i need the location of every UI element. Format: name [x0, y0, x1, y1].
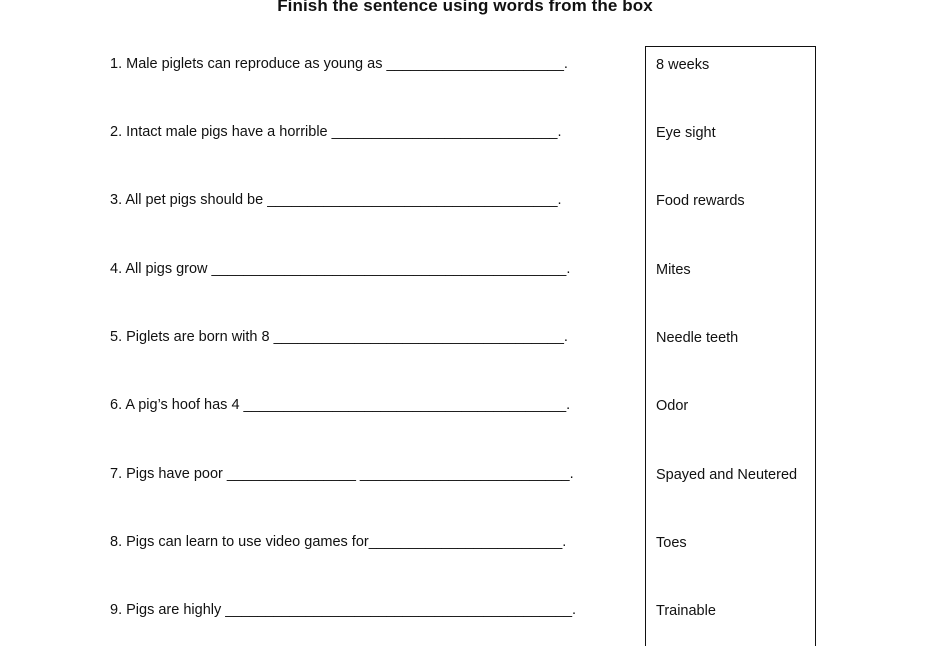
worksheet-title: Finish the sentence using words from the box	[277, 0, 653, 15]
sentence-9: 9. Pigs are highly ___________________________________________.	[110, 602, 577, 618]
sentence-6: 6. A pig’s hoof has 4 ________________________________________.	[110, 397, 571, 413]
sentence-7: 7. Pigs have poor ________________ __________________________.	[110, 466, 574, 482]
sentence-2: 2. Intact male pigs have a horrible ____________________________.	[110, 124, 562, 140]
word-bank-item: Odor	[656, 398, 689, 414]
word-bank-item: Eye sight	[656, 125, 716, 141]
sentence-8: 8. Pigs can learn to use video games for________________________.	[110, 534, 567, 550]
word-bank-item: Toes	[656, 535, 687, 551]
word-bank-item: Food rewards	[656, 193, 745, 209]
word-bank-item: 8 weeks	[656, 57, 710, 73]
sentence-4: 4. All pigs grow ____________________________________________.	[110, 261, 571, 277]
word-bank-item: Mites	[656, 262, 691, 278]
word-bank-item: Needle teeth	[656, 330, 739, 346]
sentence-1: 1. Male piglets can reproduce as young as ______________________.	[110, 56, 568, 72]
word-bank-item: Trainable	[656, 603, 716, 619]
sentence-3: 3. All pet pigs should be ____________________________________.	[110, 192, 562, 208]
sentence-5: 5. Piglets are born with 8 ____________________________________.	[110, 329, 568, 345]
word-bank-item: Spayed and Neutered	[656, 467, 798, 483]
